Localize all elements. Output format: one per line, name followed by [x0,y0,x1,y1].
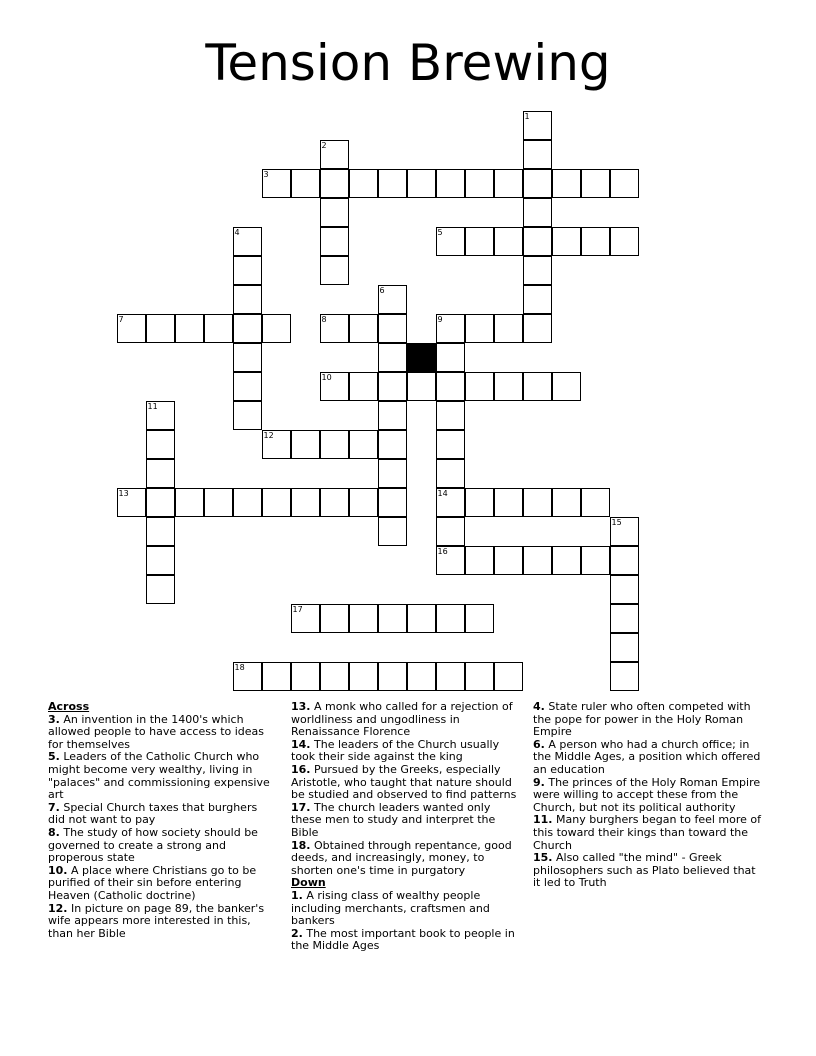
clue-text: The leaders of the Church usually took their side against the king [291,737,500,764]
clue-number-label: 4. [533,700,545,713]
grid-cell[interactable] [320,227,349,256]
grid-cell[interactable] [523,140,552,169]
grid-cell[interactable] [175,488,204,517]
grid-cell[interactable] [581,169,610,198]
clue-item [291,840,523,878]
clue-number: 3 [263,169,269,179]
grid-cell[interactable] [117,314,146,343]
grid-cell[interactable] [436,169,465,198]
grid-cell[interactable] [494,546,523,575]
grid-cell[interactable] [494,372,523,401]
grid-cell[interactable] [523,227,552,256]
grid-cell[interactable] [436,227,465,256]
grid-cell[interactable] [146,575,175,604]
grid-cell[interactable] [378,372,407,401]
grid-cell[interactable] [610,517,639,546]
grid-cell[interactable] [291,169,320,198]
grid-cell[interactable] [436,546,465,575]
grid-cell[interactable] [349,430,378,459]
clue-number-label: 9. [533,775,545,789]
grid-cell[interactable] [146,488,175,517]
clue-item [533,777,765,815]
grid-cell[interactable] [146,401,175,430]
clue-number: 4 [234,227,240,237]
grid-cell[interactable] [378,662,407,691]
clue-number: 13 [118,488,129,498]
clue-number: 11 [147,401,158,411]
clue-item [533,739,765,777]
clue-text: A person who had a church office; in the Middle Ages, a position which offered an education [533,737,761,776]
clue-number: 10 [321,372,332,382]
grid-cell[interactable] [262,662,291,691]
grid-cell[interactable] [610,169,639,198]
clue-number: 12 [263,430,274,440]
grid-cell[interactable] [552,372,581,401]
across-clue-list-continued [291,701,523,877]
clue-number-label: 15. [533,851,553,865]
page-title: Tension Brewing [205,34,611,92]
clue-number-label: 12. [48,901,68,915]
grid-cell[interactable] [407,604,436,633]
grid-cell[interactable] [291,662,320,691]
clue-number-label: 3. [48,712,60,726]
grid-cell[interactable] [378,314,407,343]
grid-cell[interactable] [436,459,465,488]
grid-cell[interactable] [436,314,465,343]
grid-cell[interactable] [465,604,494,633]
grid-cell[interactable] [175,314,204,343]
grid-cell[interactable] [233,227,262,256]
clue-number-label: 18. [291,838,311,852]
clue-item [48,802,276,827]
grid-cell[interactable] [378,517,407,546]
down-clue-list [291,890,523,953]
clue-number: 15 [611,517,622,527]
clue-number-label: 6. [533,737,545,751]
grid-cell[interactable] [378,401,407,430]
grid-cell[interactable] [465,488,494,517]
clue-number: 2 [321,140,327,150]
clue-text: Many burghers began to feel more of this toward their kings than toward the Church [533,813,761,852]
grid-cell[interactable] [494,169,523,198]
grid-cell[interactable] [117,488,146,517]
grid-cell[interactable] [146,314,175,343]
grid-cell[interactable] [349,169,378,198]
clue-number-label: 7. [48,800,60,814]
grid-cell[interactable] [581,227,610,256]
grid-cell[interactable] [378,285,407,314]
grid-cell[interactable] [378,430,407,459]
grid-cell[interactable] [291,604,320,633]
grid-cell[interactable] [349,372,378,401]
grid-cell[interactable] [320,662,349,691]
clue-text: A rising class of wealthy people including merchants, craftsmen and bankers [291,888,490,928]
clue-text: Special Church taxes that burghers did not want to pay [48,800,258,827]
grid-cell[interactable] [233,256,262,285]
grid-cell[interactable] [262,314,291,343]
grid-cell[interactable] [581,546,610,575]
grid-cell[interactable] [378,459,407,488]
grid-cell[interactable] [581,488,610,517]
clue-text: A place where Christians go to be purified of their sin before entering Heaven (Catholic doctrine) [48,863,257,902]
grid-cell[interactable] [523,256,552,285]
clue-number-label: 5. [48,750,60,764]
clue-number-label: 13. [291,700,311,713]
grid-cell[interactable] [523,285,552,314]
grid-cell[interactable] [523,488,552,517]
clue-item [533,852,765,890]
clue-item [48,751,276,801]
clues-column-3 [533,701,765,890]
grid-cell[interactable] [349,314,378,343]
grid-cell[interactable] [552,169,581,198]
grid-cell[interactable] [407,662,436,691]
clue-item [533,701,765,739]
clues-column-1 [48,701,276,940]
grid-cell[interactable] [436,662,465,691]
grid-cell[interactable] [233,314,262,343]
clue-number: 1 [524,111,530,121]
grid-cell[interactable] [436,401,465,430]
clue-item [48,903,276,941]
grid-cell[interactable] [320,256,349,285]
clue-item [533,814,765,852]
grid-cell[interactable] [494,662,523,691]
clue-number: 18 [234,662,245,672]
grid-cell[interactable] [610,633,639,662]
clue-item [291,739,523,764]
clue-item [291,890,523,928]
grid-cell[interactable] [465,169,494,198]
grid-cell[interactable] [378,169,407,198]
clue-text: In picture on page 89, the banker's wife appears more interested in this, than her Bible [48,901,265,940]
grid-cell[interactable] [610,662,639,691]
clue-text: Also called "the mind" - Greek philosophers such as Plato believed that it led to Truth [533,851,756,890]
grid-cell[interactable] [552,488,581,517]
grid-cell[interactable] [465,227,494,256]
grid-cell[interactable] [494,488,523,517]
grid-cell[interactable] [146,546,175,575]
grid-cell[interactable] [610,227,639,256]
clue-number: 14 [437,488,448,498]
clue-item [291,802,523,840]
grid-cell[interactable] [233,285,262,314]
grid-cell[interactable] [436,343,465,372]
clue-number-label: 11. [533,813,553,827]
grid-cell[interactable] [320,314,349,343]
grid-cell[interactable] [146,459,175,488]
grid-cell[interactable] [436,430,465,459]
grid-cell[interactable] [378,604,407,633]
grid-cell[interactable] [291,430,320,459]
grid-cell[interactable] [262,430,291,459]
grid-cell[interactable] [320,198,349,227]
grid-cell[interactable] [320,488,349,517]
grid-cell[interactable] [465,314,494,343]
grid-cell[interactable] [146,430,175,459]
grid-cell[interactable] [204,314,233,343]
grid-cell[interactable] [610,604,639,633]
grid-cell[interactable] [349,662,378,691]
grid-cell[interactable] [407,372,436,401]
grid-cell[interactable] [436,517,465,546]
clue-item [291,928,523,953]
across-header: Across [48,700,90,713]
grid-cell[interactable] [610,546,639,575]
down-clue-list-continued [533,701,765,890]
grid-cell[interactable] [349,604,378,633]
grid-cell[interactable] [436,372,465,401]
clues-column-2 [291,701,523,953]
grid-cell[interactable] [523,169,552,198]
clue-text: State ruler who often competed with the pope for power in the Holy Roman Empire [533,700,751,739]
clue-text: A monk who called for a rejection of worldliness and ungodliness in Renaissance Florence [291,700,513,739]
clue-number-label: 8. [48,825,60,839]
clue-item [48,714,276,752]
grid-cell[interactable] [233,488,262,517]
clue-number: 5 [437,227,443,237]
clue-number: 7 [118,314,124,324]
clue-text: The princes of the Holy Roman Empire were willing to accept these from the Church, but not its political authority [533,775,761,814]
grid-cell[interactable] [320,169,349,198]
grid-cell[interactable] [233,401,262,430]
grid-cell[interactable] [523,372,552,401]
grid-cell[interactable] [465,372,494,401]
clue-item [48,865,276,903]
grid-cell[interactable] [320,430,349,459]
clue-number-label: 2. [291,926,303,940]
across-clue-list [48,714,276,941]
grid-cell[interactable] [465,662,494,691]
grid-cell[interactable] [233,372,262,401]
clue-text: The church leaders wanted only these men to study and interpret the Bible [291,800,496,839]
clue-number-label: 1. [291,888,303,902]
grid-cell[interactable] [233,343,262,372]
grid-cell[interactable] [552,546,581,575]
clue-text: The most important book to people in the Middle Ages [291,926,515,953]
grid-cell[interactable] [204,488,233,517]
grid-cell[interactable] [378,488,407,517]
grid-cell[interactable] [320,140,349,169]
clue-item [291,701,523,739]
grid-cell[interactable] [378,343,407,372]
clue-number: 16 [437,546,448,556]
grid-block [407,343,436,372]
clue-number-label: 16. [291,762,311,776]
clue-text: Obtained through repentance, good deeds, and increasingly, money, to shorten one's time in purgatory [291,838,512,877]
grid-cell[interactable] [494,314,523,343]
grid-cell[interactable] [407,169,436,198]
grid-cell[interactable] [494,227,523,256]
clue-number: 17 [292,604,303,614]
grid-cell[interactable] [349,488,378,517]
grid-cell[interactable] [320,372,349,401]
clue-number-label: 10. [48,863,68,877]
grid-cell[interactable] [465,546,494,575]
clue-text: The study of how society should be governed to create a strong and properous state [48,825,258,865]
clue-number: 9 [437,314,443,324]
down-header: Down [291,876,326,890]
grid-cell[interactable] [523,314,552,343]
grid-cell[interactable] [552,227,581,256]
grid-cell[interactable] [320,604,349,633]
grid-cell[interactable] [146,517,175,546]
clue-item [48,827,276,865]
grid-cell[interactable] [436,488,465,517]
grid-cell[interactable] [262,169,291,198]
clue-text: An invention in the 1400's which allowed people to have access to ideas for themselves [48,712,265,751]
grid-cell[interactable] [610,575,639,604]
clue-number: 6 [379,285,385,295]
grid-cell[interactable] [523,546,552,575]
clue-item [291,764,523,802]
grid-cell[interactable] [291,488,320,517]
grid-cell[interactable] [262,488,291,517]
clue-number: 8 [321,314,327,324]
grid-cell[interactable] [523,198,552,227]
grid-cell[interactable] [523,111,552,140]
clue-text: Leaders of the Catholic Church who might become very wealthy, living in "palaces" and commissioning expensive art [48,750,270,802]
clue-number-label: 14. [291,737,311,751]
clue-text: Pursued by the Greeks, especially Aristotle, who taught that nature should be studied and observed to find patterns [291,762,517,802]
clue-number-label: 17. [291,800,311,814]
grid-cell[interactable] [233,662,262,691]
grid-cell[interactable] [436,604,465,633]
